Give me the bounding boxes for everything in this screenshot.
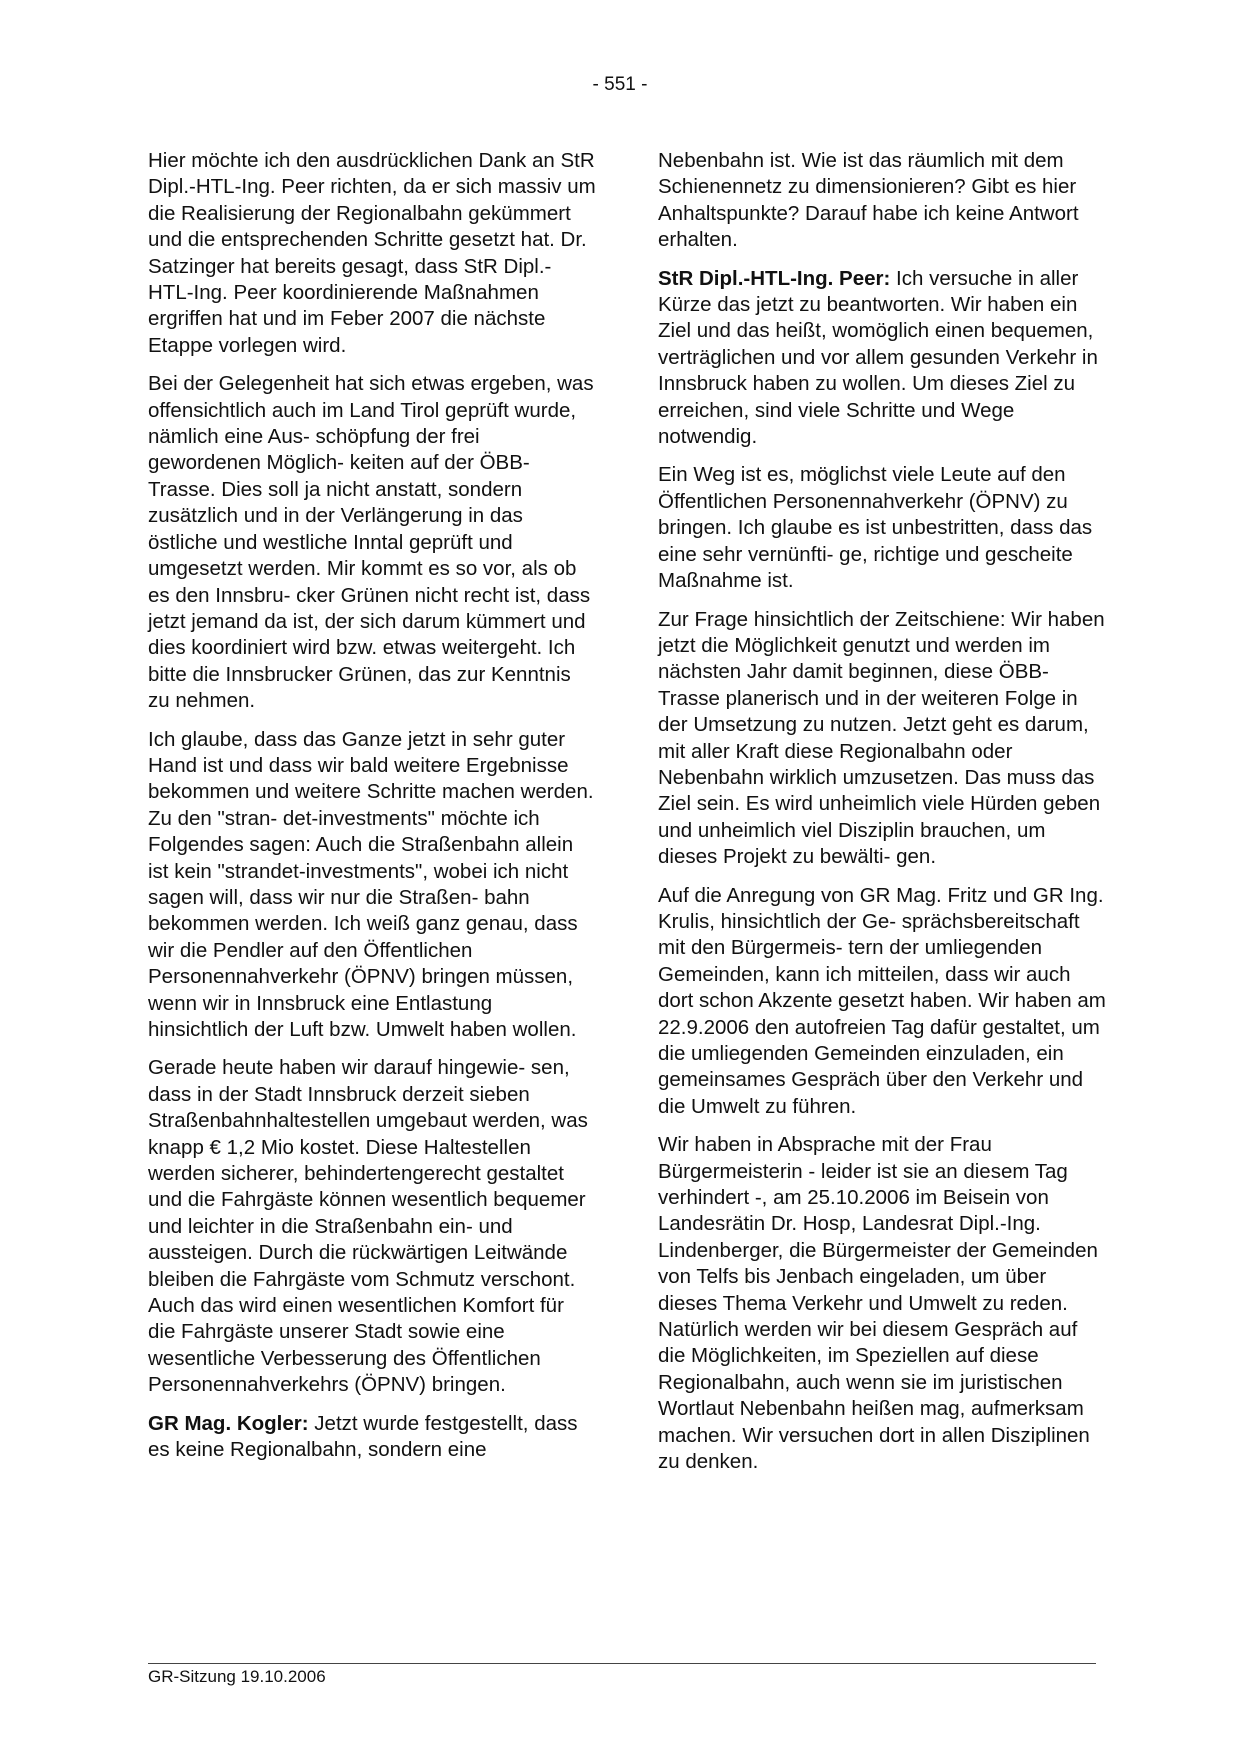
speaker-paragraph [658,266,1106,451]
footer-divider [148,1663,1096,1664]
paragraph: Wir haben in Absprache mit der Frau Bürgermeisterin - leider ist sie an diesem Tag verhindert -, am 25.10.2006 im Beisein von Landesrätin Dr. Hosp, Landesrat Dipl.-Ing. Lindenberger, die Bürgermeister der Gemeinden von Telfs bis Jenbach eingeladen, um über dieses Thema Verkehr und Umwelt zu reden. Natürlich werden wir bei diesem Gespräch auf die Möglichkeiten, im Speziellen auf diese Regionalbahn, auch wenn sie im juristischen Wortlaut Nebenbahn heißen mag, aufmerksam machen. Wir versuchen dort in allen Disziplinen zu denken. [658,1133,1098,1474]
paragraph: Auf die Anregung von GR Mag. Fritz und GR Ing. Krulis, hinsichtlich der Ge- sprächsbereitschaft mit den Bürgermeis- tern der umliegenden Gemeinden, kann ich mitteilen, dass wir auch dort schon Akzente gesetzt haben. Wir haben am 22.9.2006 den autofreien Tag dafür gestaltet, um die umliegenden Gemeinden einzuladen, ein gemeinsames Gespräch über den Verkehr und die Umwelt zu führen. [658,883,1106,1118]
speaker-text: Jetzt wurde festgestellt, dass es keine Regionalbahn, sondern eine [148,1411,578,1462]
paragraph: Gerade heute haben wir darauf hingewie- sen, dass in der Stadt Innsbruck derzeit sieben Straßenbahnhaltestellen umgebaut werden, was knapp € 1,2 Mio kostet. Diese Haltestellen werden sicherer, behindertengerecht gestaltet und die Fahrgäste können wesentlich bequemer und leichter in die Straßenbahn ein- und aussteigen. Durch die rückwärtigen Leitwände bleiben die Fahrgäste vom Schmutz verschont. Auch das wird einen wesentlichen Komfort für die Fahrgäste unserer Stadt sowie eine wesentliche Verbesserung des Öffentlichen Personennahverkehrs (ÖPNV) bringen. [148,1056,588,1397]
speaker-name: StR Dipl.-HTL-Ing. Peer: [658,266,891,290]
paragraph: Ich glaube, dass das Ganze jetzt in sehr guter Hand ist und dass wir bald weitere Ergebnisse bekommen und weitere Schritte machen werden. Zu den "stran- det-investments" möchte ich Folgendes sagen: Auch die Straßenbahn allein ist kein "strandet-investments", wobei ich nicht sagen will, dass wir nur die Straßen- bahn bekommen werden. Ich weiß ganz genau, dass wir die Pendler auf den Öffentlichen Personennahverkehr (ÖPNV) bringen müssen, wenn wir in Innsbruck eine Entlastung hinsichtlich der Luft bzw. Umwelt haben wollen. [148,727,594,1041]
speaker-text: Ich versuche in aller Kürze das jetzt zu beantworten. Wir haben ein Ziel und das heißt, womöglich einen bequemen, verträglichen und vor allem gesunden Verkehr in Innsbruck haben zu wollen. Um dieses Ziel zu erreichen, sind viele Schritte und Wege notwendig. [658,266,1098,449]
footer-session-date: GR-Sitzung 19.10.2006 [148,1667,326,1686]
paragraph: Zur Frage hinsichtlich der Zeitschiene: Wir haben jetzt die Möglichkeit genutzt und werden im nächsten Jahr damit beginnen, diese ÖBB-Trasse planerisch und in der weiteren Folge in der Umsetzung zu nutzen. Jetzt geht es darum, mit aller Kraft diese Regionalbahn oder Nebenbahn wirklich umzusetzen. Das muss das Ziel sein. Es wird unheimlich viele Hürden geben und unheimlich viel Disziplin brauchen, um dieses Projekt zu bewälti- gen. [658,607,1105,869]
speaker-paragraph [148,1411,596,1464]
paragraph: Hier möchte ich den ausdrücklichen Dank an StR Dipl.-HTL-Ing. Peer richten, da er sich massiv um die Realisierung der Regionalbahn gekümmert und die entsprechenden Schritte gesetzt hat. Dr. Satzinger hat bereits gesagt, dass StR Dipl.-HTL-Ing. Peer koordinierende Maßnahmen ergriffen hat und im Feber 2007 die nächste Etappe vorlegen wird. [148,149,596,357]
paragraph: Nebenbahn ist. Wie ist das räumlich mit dem Schienennetz zu dimensionieren? Gibt es hier Anhaltspunkte? Darauf habe ich keine Antwort erhalten. [658,149,1079,252]
page-number: - 551 - [592,74,648,95]
paragraph: Bei der Gelegenheit hat sich etwas ergeben, was offensichtlich auch im Land Tirol geprüft wurde, nämlich eine Aus- schöpfung der frei gewordenen Möglich- keiten auf der ÖBB-Trasse. Dies soll ja nicht anstatt, sondern zusätzlich und in der Verlängerung in das östliche und westliche Inntal geprüft und umgesetzt werden. Mir kommt es so vor, als ob es den Innsbru- cker Grünen nicht recht ist, dass jetzt jemand da ist, der sich darum kümmert und dies koordiniert wird bzw. etwas weitergeht. Ich bitte die Innsbrucker Grünen, das zur Kenntnis zu nehmen. [148,372,594,713]
speaker-name: GR Mag. Kogler: [148,1411,309,1435]
right-column [658,148,1106,1488]
paragraph: Ein Weg ist es, möglichst viele Leute auf den Öffentlichen Personennahverkehr (ÖPNV) zu bringen. Ich glaube es ist unbestritten, dass das eine sehr vernünfti- ge, richtige und gescheite Maßnahme ist. [658,463,1093,593]
left-column [148,148,596,1476]
